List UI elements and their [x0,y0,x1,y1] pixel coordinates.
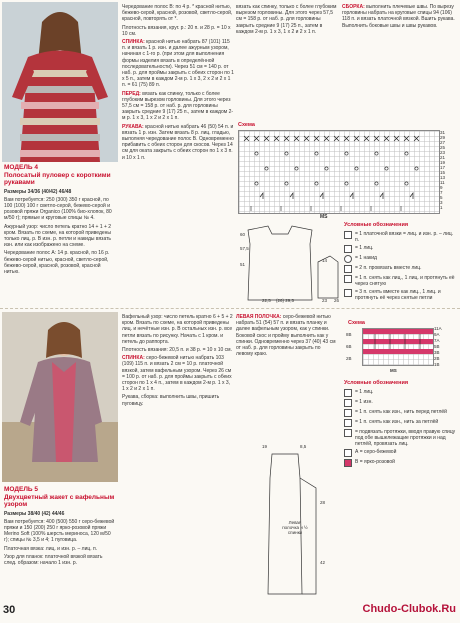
scheme2-row-label: 9A [434,332,440,337]
model4-back [122,39,234,89]
scheme1-row-num: 25 [440,145,446,150]
model5-left-front [236,314,338,357]
pattern2-label: 28 [320,500,326,505]
scheme2-legend-row [344,449,456,457]
model5-photo-illustration [2,312,118,482]
scheme1-title: Схема [238,122,255,128]
model4-sleeves-heading: РУКАВА: [122,123,144,130]
color-a-swatch-icon [344,449,352,457]
model5-text-left [4,486,116,568]
pattern1-sleeve-label: 26 [334,298,340,303]
section-divider [0,308,460,309]
scheme1-row-num: 19 [440,160,446,165]
scheme2-legend-row [344,389,456,397]
model5-text-col3 [236,314,338,359]
model5-waffle: Вафельный узор: число петель кратно 6 + 5 + 2 кром. Вязать по схеме, на которой приведены лиц. и нечётные изн. р. В остальных изн. р. все петли вязать по рисунку. Начать с 1 кром. и петель до раппорта. [122,314,233,345]
scheme2-left-label: 6B [346,344,352,349]
scheme2-grid [362,328,434,366]
model4-photo [2,2,118,162]
scheme1-row-num: 17 [440,165,446,170]
scheme1-legend-text: = 1 лиц. [355,245,374,251]
scheme1-row-num: 27 [440,140,446,145]
model4-stripes-b: Чередование полос В: по 4 р. * красной нитью, бежево-серой, красной, розовой, светло-серой, красной, повторять от *. [122,4,233,23]
scheme2-row-label: 5B [434,344,440,349]
scheme1-row-num: 11 [440,180,445,185]
scheme2-legend-row [344,399,456,407]
scheme1-legend-text: = 3 п. снять вместе как лиц., 1 лиц. и протянуть её через снятые петли [355,289,441,301]
scheme1-row-num: 23 [440,150,446,155]
page-number: 30 [3,604,16,616]
model5-left-front-heading: ЛЕВАЯ ПОЛОЧКА: [236,314,282,320]
scheme1-legend [344,222,456,303]
scheme1-row-num: 21 [440,155,446,160]
model4-lace-pattern: Ажурный узор: число петель кратно 14 + 1 + 2 кром. Вязать по схеме, на которой приведены только лиц. р. В изн. р. петли и накиды вязать изн. или как изображено на схеме. [4,223,112,249]
model4-sleeves-text: красной нитью набрать 46 (50) 54 п. и вязать 1 р. изн. Затем вязать 8 р. лиц. гладью, выполняя чередование полос В. Одновременно прибавить с обеих сторон для скосов. Через 14 см для оката закрыть с обеих сторон по 1 х 3 п. и 10 х 1 п. [122,123,234,161]
scheme2-legend-text: = 1 п. снять как изн., нить за петлёй [355,419,439,425]
model4-text-col3 [236,4,340,37]
pattern2-center-label: Левая полочка и ½ спинки [282,520,308,535]
scheme2-legend-text: В = ярко-розовой [355,459,395,465]
model4-title-line1: МОДЕЛЬ 4 [4,164,39,171]
model5-photo [2,312,118,482]
knit-stitch-icon [344,389,352,397]
model5-title-line1: МОДЕЛЬ 5 [4,486,39,493]
site-watermark: Chudo-Clubok.Ru [362,603,456,615]
scheme2-row-label: 3B [434,350,440,355]
model4-sizes: Размеры 34/36 (40/42) 46/48 [4,188,72,195]
pattern1-width-label: (26) 29,5 [276,298,295,303]
scheme1-legend-text: = 1 накид [355,255,377,261]
model4-materials: Вам потребуется: 250 (300) 350 г красной, по 100 (100) 100 г светло-серой, бежево-серой и розовой пряжи Organico (100% био-хлопок, 80 м/50 г); прямые и круговые спицы № 4. [4,196,112,222]
model4-col3-text: вязать как спинку, только с более глубоким вырезом горловины. Для этого через 57,5 см = 158 р. от наб. р. для горловины закрыть средние 9 (17) 25 п., затем в каждом 2-м р. 1 х 3, 1 х 2 и 2 х 1 п. [236,4,337,35]
scheme2-row-label: 11A [434,326,442,331]
pattern1-height-label: 60 [240,232,246,237]
scheme1-legend-row [344,265,456,273]
model4-title [4,164,116,187]
purl-stitch-icon [344,399,352,407]
pattern1-height-label: 57,5 [240,246,249,251]
model4-text-left [4,164,116,277]
ssk-icon [344,275,352,283]
model5-title-line3: узором [4,501,28,508]
scheme1-grid [238,130,440,214]
scheme1-row-num: 15 [440,170,446,175]
model4-front-text: вязать как спинку, только с более глубоким вырезом горловины. Для этого через 57,5 см = 158 р. от наб. р. для горловины закрыть средние 9 (17) 25 п., затем в каждом 2-м р. 1 х 3, 1 х 2 и 2 х 1 п. [122,90,234,122]
model4-assembly-heading: СБОРКА: [342,4,365,10]
scheme2-row-label: 7A [434,338,440,343]
scheme2-left-label: 8B [346,332,352,337]
scheme2-legend [344,380,456,469]
model5-finishing: Рукава, сборка: выполнить швы, пришить пуговицу. [122,394,220,407]
scheme1-row-num: 3 [440,200,443,205]
scheme2-title: Схема [348,320,365,326]
model4-title-line3: рукавами [4,179,35,186]
scheme2-legend-text: А = серо-бежевой [355,449,397,455]
pattern1-width-label: 22,5 [262,298,271,303]
scheme2-repeat-label: МS [390,368,397,373]
model4-stripes-a: Чередование полос А: 14 р. красной, по 16 р. бежево-серой нитью, красной, светло-серой, бежево-серой, красной, розовой, красной нитью. [4,250,110,275]
scheme1-legend-text: = 2 п. провязать вместе лиц. [355,265,422,271]
scheme2-legend-text: = 1 изн. [355,399,373,405]
pattern1-height-label: 51 [240,262,246,267]
model5-back-heading: СПИНКА: [122,355,145,362]
scheme1-row-num: 9 [440,185,443,190]
scheme1-row-num: 31 [440,130,446,135]
scheme2-legend-text: = 1 п. снять как изн., нить перед петлёй [355,409,447,415]
scheme2-left-label: 2B [346,356,352,361]
scheme1-row-num: 7 [440,190,443,195]
scheme1-legend-text: = 1 п. снять как лиц., 1 лиц. и протянуть её через снятую [355,275,455,287]
pattern2-label: 8,5 [300,444,307,449]
sk2p-icon [344,289,352,297]
model5-garter: Платочная вязка: лиц. и изн. р. – лиц. п. [4,545,98,552]
model4-photo-illustration [2,2,118,162]
model4-sleeves [122,124,234,161]
model4-back-text: красной нитью набрать 87 (101) 115 п. и вязать 1 р. изн. и далее ажурным узором, начиная с 1-го р. (при этом для выполнения формы изделия вязать в определённой последовательности). Через 51 см = 140 р. от наб. р. для проймы закрыть с обеих сторон по 1 х 5 п., затем в каждом 2-м р. 1 х 3, 2 х 2 и 2 х 1 п. = 61 (75) 89 п. [122,39,234,89]
model5-text-col2 [122,314,234,409]
scheme2-left-labels [346,332,360,372]
scheme2-legend-title: Условные обозначения [344,380,409,386]
scheme2-legend-row [344,429,456,447]
scheme2-legend-row [344,419,456,427]
scheme1-legend-row [344,289,456,301]
model4-assembly-text: выполнить плечевые швы. По вырезу горловины набрать на круговые спицы 94 (106) 118 п. и вязать платочной вязкой. Вшить рукава. Выполнить боковые швы и швы рукавов. [342,4,455,29]
pattern1-sleeve-label: 23 [322,298,328,303]
scheme2-row-labels [434,326,456,372]
scheme1-row-num: 1 [440,205,443,210]
scheme2-legend-text: = 1 лиц. [355,389,374,395]
scheme2-symbols [363,329,433,365]
scheme1-row-num: 13 [440,175,446,180]
model4-back-heading: СПИНКА: [122,39,145,46]
yarn-over-icon [344,255,352,263]
k2tog-icon [344,265,352,273]
pattern2-label: 42 [320,560,326,565]
pick-up-strands-icon [344,429,352,437]
model5-title [4,486,116,509]
pattern1-drawing [238,222,342,304]
scheme1-symbols [239,131,439,213]
model4-assembly [342,4,456,29]
model4-text-col4 [342,4,456,31]
model4-title-line2: Полосатый пуловер с короткими [4,171,111,179]
model4-front [122,91,234,122]
scheme2-legend-row [344,459,456,467]
scheme1-legend-text: = 1 платочной вязки = лиц. и изн. р. – лиц. п. [355,231,454,243]
scheme1-legend-row [344,245,456,253]
garter-stitch-icon [344,231,352,239]
slip-wyif-icon [344,409,352,417]
scheme2-legend-row [344,409,456,417]
color-b-swatch-icon [344,459,352,467]
scheme2-row-label: 1B [434,362,440,367]
model5-sizes: Размеры 38/40 (42) 44/46 [4,510,65,517]
scheme1-legend-row [344,255,456,263]
scheme1-legend-title: Условные обозначения [344,222,409,228]
model5-back-text: серо-бежевой нитью набрать 103 (109) 115 п. и вязать 2 см = 10 р. платочной вязкой, затем вафельным узором. Через 26 см = 100 р. от наб. р. для проймы закрыть с обеих сторон по 1 х 4 п., затем в каждом 2-м р. 1 х 3, 1 х 2 и 2 х 1 п. [122,355,232,393]
scheme1-legend-row [344,275,456,287]
slip-wyib-icon [344,419,352,427]
scheme1-row-numbers [440,130,458,214]
model4-text-col2 [122,4,234,163]
model4-gauge: Плотность вязания, круг. р.: 20 п. и 28 р. = 10 х 10 см. [122,24,231,37]
scheme2-legend-text: = подвязать протяжки, вводя правую спицу под обе вышележащие протяжки и над петлёй, провязать лиц. [355,429,456,447]
scheme1-row-num: 29 [440,135,446,140]
scheme1-repeat-label: МS [320,214,328,220]
model5-back [122,355,234,392]
scheme1-row-num: 5 [440,195,443,200]
knit-stitch-icon [344,245,352,253]
model4-front-heading: ПЕРЕД: [122,90,141,97]
pattern1-sleeve-label: 14 [322,258,328,263]
scheme2-row-label: 2B [434,356,440,361]
model5-bands: Узор для планок: платочной вязкой вязать след. образом: начало 1 изн. р. [4,553,103,566]
model5-left-front-text: серо-бежевой нитью набрать 51 (54) 57 п. и вязать планку и далее вафельным узором, как у спинки. Боковой скос и пройму выполнить как у спинки. Одновременно через 37 (40) 43 см от наб. р. для горловины закрыть по левому краю. [236,314,336,358]
model5-gauge: Плотность вязания: 20,5 п. и 38 р. = 10 х 10 см. [122,347,232,354]
scheme1-legend-row [344,231,456,243]
model5-title-line2: Двухцветный жакет с вафельным [4,493,115,501]
pattern2-label: 19 [262,444,268,449]
model5-materials: Вам потребуется: 400 (500) 550 г серо-бежевой пряжи и 150 (200) 250 г ярко-розовой пряжи Merino Soft (100% шерсть мериноса, 120 м/50 г); спицы № 3,5 и 4; 1 пуговица. [4,518,115,544]
